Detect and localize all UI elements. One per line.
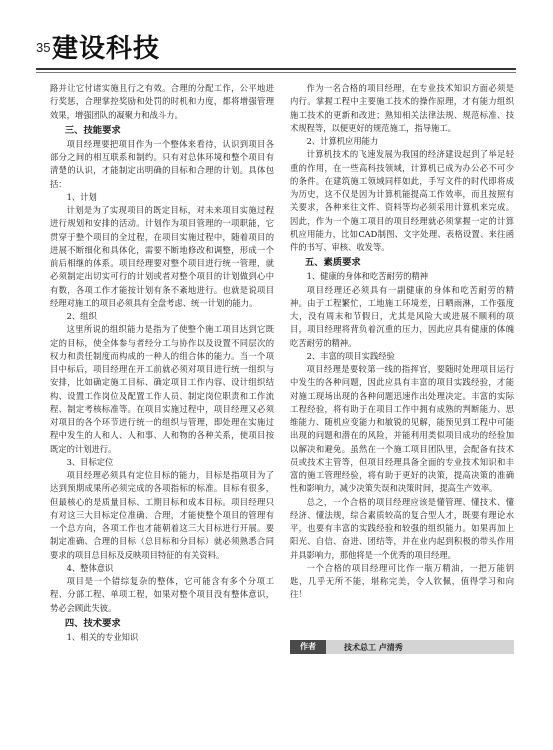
body-paragraph: 路并让它付诸实施且行之有效。合理的分配工作，公平地进行奖惩，合理掌控奖励和处罚的时机和力度，都将增强管理效果，增强团队的凝聚力和战斗力。 [50, 83, 274, 120]
subsection-heading: 1、相关的专业知识 [66, 631, 139, 642]
section-heading: 三、技能要求 [64, 124, 121, 136]
body-paragraph: 计划是为了实现项目的既定目标，对未来项目实施过程进行规划和安排的活动。计划作为项目管理的一项职能，它贯穿于整个项目的全过程，在项目实施过程中，随着项目的进展不断细化和具体化，需要不断地修改和调整，形成一个前后相继的体系。项目经理要对整个项目进行统一管理，就必须制定出切实可行的计划或者对整个项目的计划做到心中有数，各项工作才能按计划有条不紊地进行。也就是说项目经理对施工的项目必须具有全盘考虑、统一计划的能力。 [50, 205, 274, 308]
body-paragraph: 作为一名合格的项目经理，在专业技术知识方面必须是内行。掌握工程中主要施工技术的操作原理，才有能力组织施工技术的更新和改进；熟知相关法律法规、规范标准、技术规程等，以便更好的规范施工，指导施工。 [290, 83, 514, 133]
subsection-heading: 1、计划 [66, 191, 97, 202]
body-paragraph: 项目经理要把项目作为一个整体来看待，认识到项目各部分之间的相互联系和制约。只有对总体环境和整个项目有清楚的认识，才能制定出明确的目标和合理的计划。具体包括： [50, 138, 274, 189]
page-number: 35 [36, 40, 51, 55]
author-name: 技术总工 卢清秀 [344, 642, 403, 652]
subsection-heading: 1、健康的身体和吃苦耐劳的精神 [306, 271, 429, 282]
subsection-heading: 4、整体意识 [66, 562, 114, 573]
body-paragraph: 项目经理还必须具有一副健康的身体和吃苦耐劳的精神。由于工程繁忙，工地施工环境差，日晒雨淋，工作强度大，没有周末和节假日，尤其是风险大或进展不顺利的项目，项目经理将背负着沉重的压力，因此应具有健康的体魄吃苦耐劳的精神。 [290, 284, 514, 348]
header-rule-thin [36, 72, 516, 73]
subsection-heading: 2、丰富的项目实践经验 [306, 350, 395, 361]
page-header [0, 0, 553, 78]
subsection-heading: 3、目标定位 [66, 456, 114, 467]
body-paragraph: 项目是一个错综复杂的整体，它可能含有多个分项工程、分部工程、单项工程，如果对整个项目没有整体意识，势必会顾此失彼。 [50, 576, 274, 613]
body-paragraph: 计算机技术的飞速发展为我国的经济建设起到了举足轻重的作用，在一些高科技领域，计算机已成为办公必不可少的条件。在建筑施工领域同样如此，手写文件的时代即将成为历史，这不仅是因为计算机能提高工作效率，而且按照有关要求，各种来往文件、资料等均必须采用计算机来完成。因此，作为一个施工项目的项目经理就必须掌握一定的计算机应用能力，比如CAD制图、文字处理、表格设置、来往函件的书写、审核、收发等。 [290, 149, 514, 252]
article-right-column [290, 82, 514, 602]
subsection-heading: 2、计算机应用能力 [306, 136, 379, 146]
header-rule-thick [36, 68, 516, 70]
magazine-title: 建设科技 [52, 34, 161, 64]
body-paragraph: 项目经理必须具有定位目标的能力，目标是指项目为了达到预期成果所必须完成的各项指标的标准。目标有很多，但最核心的是质量目标、工期目标和成本目标。项目经理只有对这三大目标定位准确、合理，才能使整个项目的管理有一个总方向，各项工作也才能朝着这三大目标进行开展。要制定准确、合理的目标（总目标和分目标）就必须熟悉合同要求的项目总目标及反映项目特征的有关资料。 [50, 470, 274, 560]
section-heading: 五、素质要求 [304, 257, 361, 269]
author-label: 作者 [290, 640, 326, 654]
section-heading: 四、技术要求 [64, 617, 121, 629]
body-paragraph: 这里所说的组织能力是指为了使整个施工项目达到它既定的目标，使全体参与者经分工与协作以及设置不同层次的权力和责任制度而构成的一种人的组合体的能力。当一个项目中标后，项目经理在开工前就必须对项目进行统一组织与安排，比如确定施工目标、确定项目工作内容、设计组织结构、设置工作岗位及配置工作人员、制定岗位职责和工作流程、制定考核标准等。在项目实施过程中，项目经理又必须对项目的各个环节进行统一的组织与管理，即处理在实施过程中发生的人和人、人和事、人和物的各种关系，使项目按既定的计划进行。 [50, 324, 274, 454]
body-paragraph: 总之，一个合格的项目经理应该是懂管理、懂技术、懂经济、懂法规，综合素质较高的复合型人才，既要有理论水平，也要有丰富的实践经验和较强的组织能力。如果再加上阳光、自信、奋进、团结等，并在业内起到积极的带头作用并具影响力，那他将是一个优秀的项目经理。 [290, 496, 514, 560]
body-paragraph: 项目经理是要较第一线的指挥官，要随时处理项目运行中发生的各种问题，因此应具有丰富的项目实践经验，才能对施工现场出现的各种问题迅速作出处理决定。丰富的实际工程经验，将有助于在项目工作中拥有成熟的判断能力、思维能力、随机应变能力和敏锐的见解，能预见到工程中可能出现的问题和潜在的风险，并能利用类似项目成功的经验加以解决和避免。虽然在一个施工项目团队里，会配备有技术员或技术主管等，但项目经理具备全面的专业技术知识和丰富的施工管理经验，将有助于更好的决策，提高决策的准确性和影响力，减少决策失误和决策时间，提高生产效率。 [290, 364, 514, 494]
subsection-heading: 2、组织 [66, 311, 97, 321]
body-paragraph: 一个合格的项目经理可比作一瓶万精油，一把万能钥匙，几乎无所不能，堪称完美，令人钦佩，值得学习和向往！ [290, 562, 514, 600]
author-bar [290, 640, 514, 654]
article-left-column [50, 82, 274, 644]
